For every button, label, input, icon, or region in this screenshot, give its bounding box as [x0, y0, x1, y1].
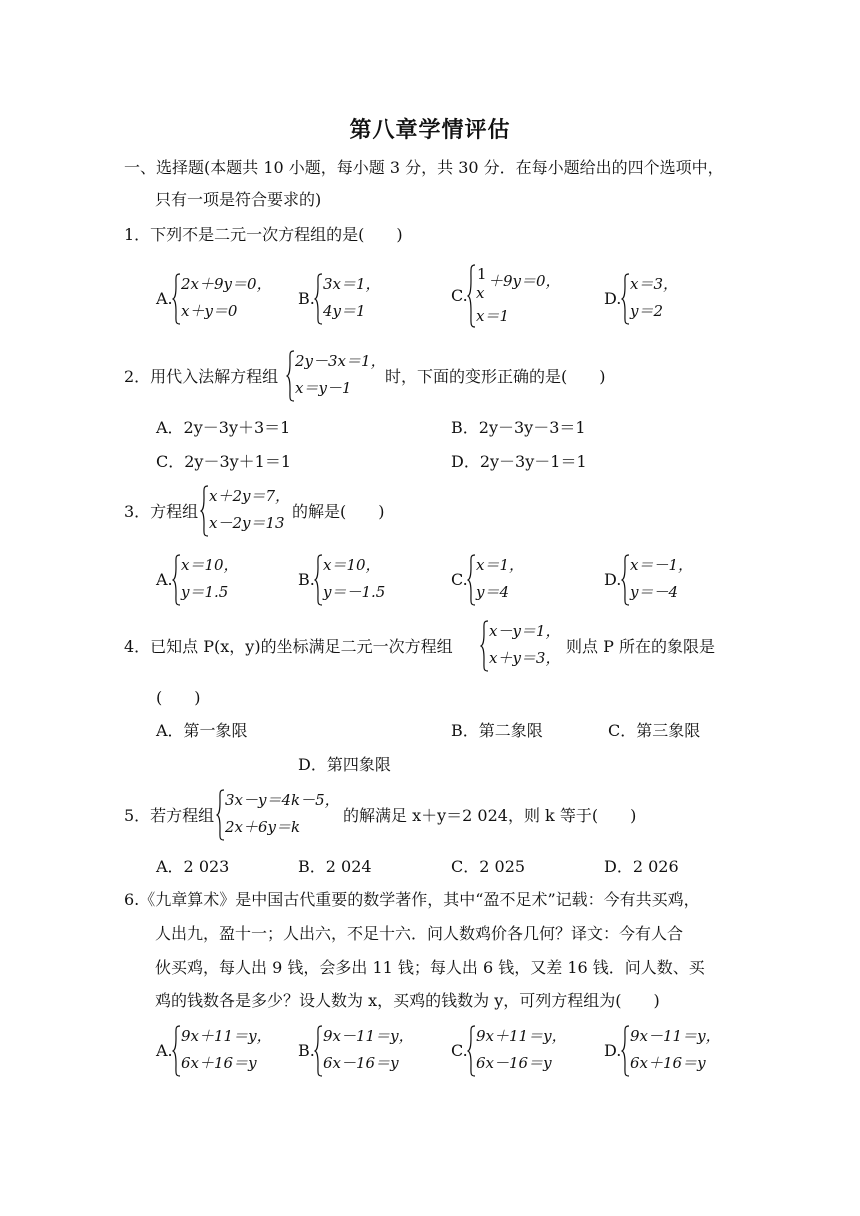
equation-1: 9x＋11＝y， [476, 1027, 567, 1045]
equation-1: 9x＋11＝y， [181, 1027, 272, 1045]
equation-1: 3x＝1， [323, 275, 381, 293]
brace-icon [621, 273, 630, 325]
q5-option-a[interactable]: A．2 023 [156, 857, 230, 876]
q2-option-c[interactable]: C．2y－3y＋1＝1 [156, 452, 292, 471]
brace-icon [216, 789, 225, 841]
q4-answer-paren: ( ) [156, 688, 201, 707]
option-label: D. [604, 570, 622, 589]
equation-1: x＋2y＝7， [209, 487, 291, 505]
q4-stem-start: 4．已知点 P(x，y)的坐标满足二元一次方程组 [124, 637, 453, 656]
brace-icon [621, 1025, 630, 1077]
option-label: D. [604, 1041, 622, 1060]
section-heading-line1: 一、选择题(本题共 10 小题，每小题 3 分，共 30 分．在每小题给出的四个选项中， [124, 158, 724, 177]
equation-1-rest: ＋9y＝0， [488, 272, 561, 290]
q5-stem-end: 的解满足 x＋y＝2 024，则 k 等于( ) [343, 806, 637, 825]
fraction-denominator: x [476, 284, 485, 302]
equation-2: x＋y＝0 [181, 302, 238, 320]
option-label: A. [156, 289, 173, 308]
fraction-numerator: 1 [477, 265, 487, 283]
q2-option-a[interactable]: A．2y－3y＋3＝1 [156, 418, 291, 437]
option-label: D. [604, 289, 622, 308]
equation-2: y＝4 [476, 583, 510, 601]
q1-stem: 1．下列不是二元一次方程组的是( ) [124, 225, 403, 244]
brace-icon [467, 264, 476, 328]
option-label: B. [298, 570, 315, 589]
equation-2: 6x＋16＝y [630, 1054, 706, 1072]
brace-icon [200, 485, 209, 537]
equation-2: y＝2 [630, 302, 664, 320]
equation-2: 6x－16＝y [323, 1054, 399, 1072]
q6-stem-line3: 伙买鸡，每人出 9 钱，会多出 11 钱；每人出 6 钱，又差 16 钱．问人数、买 [155, 958, 705, 977]
q2-stem-start: 2．用代入法解方程组 [124, 367, 279, 386]
equation-2: x－2y＝13 [209, 514, 285, 532]
q4-option-b[interactable]: B．第二象限 [451, 721, 543, 740]
q6-stem-line2: 人出九，盈十一；人出六，不足十六．问人数鸡价各几何？译文：今有人合 [155, 924, 684, 943]
equation-2: x＝1 [476, 307, 510, 325]
brace-icon [314, 1025, 323, 1077]
brace-icon [467, 1025, 476, 1077]
equation-2: x＝y－1 [295, 379, 352, 397]
q4-option-d[interactable]: D．第四象限 [298, 755, 391, 774]
equation-1: 3x－y＝4k－5， [225, 791, 340, 809]
brace-icon [467, 554, 476, 606]
option-label: B. [298, 289, 315, 308]
equation-1: 9x－11＝y， [323, 1027, 414, 1045]
option-label: B. [298, 1041, 315, 1060]
equation-1: x＝10， [181, 556, 239, 574]
q5-option-b[interactable]: B．2 024 [298, 857, 372, 876]
option-label: A. [156, 570, 173, 589]
equation-1: x＝10， [323, 556, 381, 574]
q5-option-d[interactable]: D．2 026 [604, 857, 679, 876]
section-heading-line2: 只有一项是符合要求的) [155, 190, 322, 209]
equation-2: 4y＝1 [323, 302, 366, 320]
option-label: C. [451, 1041, 468, 1060]
equation-1: 2x＋9y＝0， [181, 275, 272, 293]
q4-stem-end: 则点 P 所在的象限是 [566, 637, 715, 656]
equation-2: y＝－4 [630, 583, 679, 601]
equation-1: 2y－3x＝1， [295, 352, 386, 370]
q3-stem-end: 的解是( ) [292, 502, 385, 521]
brace-icon [314, 273, 323, 325]
brace-icon [286, 350, 295, 402]
q6-stem-line1: 6.《九章算术》是中国古代重要的数学著作，其中“盈不足术”记载：今有共买鸡， [124, 890, 700, 909]
equation-2: x＋y＝3， [489, 649, 561, 667]
equation-1: 9x－11＝y， [630, 1027, 721, 1045]
q4-option-a[interactable]: A．第一象限 [156, 721, 248, 740]
option-label: C. [451, 286, 468, 305]
equation-1: x＝3， [630, 275, 679, 293]
q5-stem-start: 5．若方程组 [124, 806, 215, 825]
q3-stem-start: 3．方程组 [124, 502, 199, 521]
brace-icon [480, 620, 489, 672]
brace-icon [314, 554, 323, 606]
option-label: C. [451, 570, 468, 589]
equation-1: x＝－1， [630, 556, 694, 574]
brace-icon [621, 554, 630, 606]
equation-2: y＝－1.5 [323, 583, 386, 601]
brace-icon [172, 1025, 181, 1077]
equation-1: x－y＝1， [489, 622, 561, 640]
equation-2: y＝1.5 [181, 583, 229, 601]
equation-2: 6x＋16＝y [181, 1054, 257, 1072]
equation-2: 6x－16＝y [476, 1054, 552, 1072]
page-title: 第八章学情评估 [349, 118, 511, 143]
option-label: A. [156, 1041, 173, 1060]
brace-icon [172, 273, 181, 325]
equation-1: x＝1， [476, 556, 525, 574]
q2-option-b[interactable]: B．2y－3y－3＝1 [451, 418, 586, 437]
brace-icon [172, 554, 181, 606]
q4-option-c[interactable]: C．第三象限 [608, 721, 701, 740]
q2-stem-end: 时，下面的变形正确的是( ) [385, 367, 606, 386]
q5-option-c[interactable]: C．2 025 [451, 857, 526, 876]
q2-option-d[interactable]: D．2y－3y－1＝1 [451, 452, 587, 471]
q6-stem-line4: 鸡的钱数各是多少？设人数为 x，买鸡的钱数为 y，可列方程组为( ) [155, 991, 660, 1010]
equation-2: 2x＋6y＝k [225, 818, 301, 836]
